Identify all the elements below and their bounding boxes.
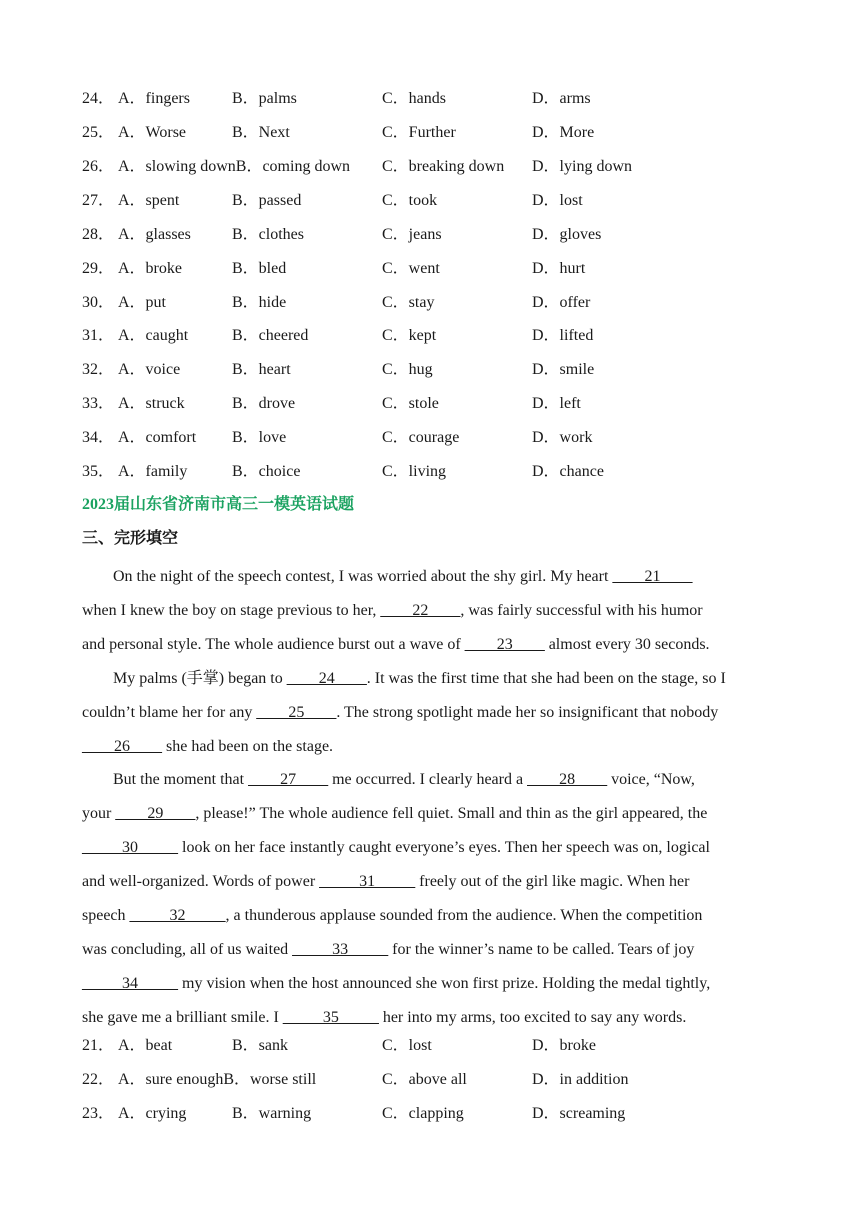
question-number: 28． bbox=[82, 226, 115, 243]
passage-text: look on her face instantly caught everyone’s eyes. Then her speech was on, logical bbox=[178, 839, 710, 857]
option-b: B．warning bbox=[232, 1105, 312, 1122]
passage-text: me occurred. I clearly heard a bbox=[328, 771, 528, 789]
option-d: D．in addition bbox=[532, 1071, 629, 1088]
option-a: A．comfort bbox=[118, 429, 197, 446]
option-b: B．love bbox=[232, 429, 287, 446]
option-a: A．Worse bbox=[118, 124, 187, 141]
passage-text: speech bbox=[82, 907, 130, 925]
option-d: D．hurt bbox=[532, 260, 586, 277]
passage-text: for the winner’s name to be called. Tears of joy bbox=[388, 940, 695, 958]
option-c: C．jeans bbox=[382, 226, 442, 243]
passage-text: freely out of the girl like magic. When her bbox=[415, 873, 690, 891]
blank-34: _____34_____ bbox=[82, 974, 178, 992]
option-a: A．put bbox=[118, 294, 167, 311]
question-number: 35． bbox=[82, 463, 115, 480]
option-b: B．Next bbox=[232, 124, 290, 141]
passage-text: . The strong spotlight made her so insignificant that nobody bbox=[336, 703, 719, 721]
option-b: B．drove bbox=[232, 395, 296, 412]
option-c: C．courage bbox=[382, 429, 460, 446]
option-b: B．heart bbox=[232, 361, 291, 378]
blank-35: _____35_____ bbox=[282, 1008, 379, 1026]
option-a: A．voice bbox=[118, 361, 181, 378]
option-b: B．bled bbox=[232, 260, 287, 277]
option-c: C．hug bbox=[382, 361, 433, 378]
option-b: B．clothes bbox=[232, 226, 304, 243]
passage-line bbox=[82, 560, 782, 594]
question-number: 34． bbox=[82, 429, 115, 446]
question-number: 27． bbox=[82, 192, 115, 209]
blank-29: ____29____ bbox=[115, 805, 196, 823]
option-a: A．beat bbox=[118, 1037, 173, 1054]
option-d: D．lifted bbox=[532, 327, 594, 344]
option-b: B．passed bbox=[232, 192, 302, 209]
passage-line bbox=[82, 696, 782, 730]
blank-26: ____26____ bbox=[82, 737, 162, 755]
passage-text: and well-organized. Words of power bbox=[82, 873, 320, 891]
passage-text: almost every 30 seconds. bbox=[544, 635, 710, 653]
option-d: D．left bbox=[532, 395, 581, 412]
option-d: D．arms bbox=[532, 90, 591, 107]
option-b: B．hide bbox=[232, 294, 287, 311]
passage-line bbox=[82, 899, 782, 933]
passage-line bbox=[82, 933, 782, 967]
blank-33: _____33_____ bbox=[292, 940, 389, 958]
passage-text: her into my arms, too excited to say any words. bbox=[378, 1008, 687, 1026]
option-d: D．work bbox=[532, 429, 593, 446]
passage-text: she gave me a brilliant smile. I bbox=[82, 1008, 283, 1026]
option-a: A．family bbox=[118, 463, 188, 480]
option-c: C．stole bbox=[382, 395, 439, 412]
question-number: 33． bbox=[82, 395, 115, 412]
option-b: B．cheered bbox=[232, 327, 309, 344]
option-c: C．kept bbox=[382, 327, 437, 344]
option-b: B．choice bbox=[232, 463, 301, 480]
question-number: 29． bbox=[82, 260, 115, 277]
question-number: 25． bbox=[82, 124, 115, 141]
option-c: C．above all bbox=[382, 1071, 467, 1088]
section-heading: 三、完形填空 bbox=[82, 530, 179, 547]
passage-line bbox=[82, 797, 782, 831]
cloze-passage bbox=[82, 560, 782, 1035]
passage-text: and personal style. The whole audience burst out a wave of bbox=[82, 635, 465, 653]
option-a: A．caught bbox=[118, 327, 189, 344]
option-c: C．clapping bbox=[382, 1105, 464, 1122]
option-d: D．offer bbox=[532, 294, 591, 311]
passage-text: couldn’t blame her for any bbox=[82, 703, 257, 721]
option-a: A．glasses bbox=[118, 226, 191, 243]
passage-line bbox=[82, 1001, 782, 1035]
blank-31: _____31_____ bbox=[319, 873, 416, 891]
passage-text: when I knew the boy on stage previous to her, bbox=[82, 601, 381, 619]
option-c: C．living bbox=[382, 463, 447, 480]
option-a: A．spent bbox=[118, 192, 180, 209]
option-d: D．lost bbox=[532, 192, 583, 209]
option-d: D．gloves bbox=[532, 226, 602, 243]
passage-line bbox=[82, 594, 782, 628]
option-d: D．chance bbox=[532, 463, 604, 480]
passage-text: my vision when the host announced she won first prize. Holding the medal tightly, bbox=[178, 974, 711, 992]
question-number: 24． bbox=[82, 90, 115, 107]
option-d: D．lying down bbox=[532, 158, 633, 175]
option-b: B．palms bbox=[232, 90, 297, 107]
option-a-b: A．sure enoughB．worse still bbox=[118, 1071, 317, 1088]
question-number: 26． bbox=[82, 158, 115, 175]
blank-27: ____27____ bbox=[248, 771, 329, 789]
passage-line bbox=[82, 628, 782, 662]
option-c: C．went bbox=[382, 260, 440, 277]
option-a: A．struck bbox=[118, 395, 185, 412]
passage-text: she had been on the stage. bbox=[162, 737, 334, 755]
option-d: D．broke bbox=[532, 1037, 596, 1054]
passage-text: . It was the first time that she had been on the stage, so I bbox=[366, 669, 726, 687]
exam-title: 2023届山东省济南市高三一模英语试题 bbox=[82, 496, 355, 513]
question-number: 31． bbox=[82, 327, 115, 344]
option-d: D．smile bbox=[532, 361, 595, 378]
passage-line bbox=[82, 662, 782, 696]
option-b: B．sank bbox=[232, 1037, 289, 1054]
option-a: A．broke bbox=[118, 260, 182, 277]
passage-text: voice, “Now, bbox=[607, 771, 695, 789]
passage-text: On the night of the speech contest, I was worried about the shy girl. My heart bbox=[113, 568, 613, 585]
option-d: D．screaming bbox=[532, 1105, 626, 1122]
blank-22: ____22____ bbox=[380, 601, 461, 619]
option-c: C．stay bbox=[382, 294, 435, 311]
passage-text: , was fairly successful with his humor bbox=[460, 601, 703, 619]
question-number: 23． bbox=[82, 1105, 115, 1122]
option-c: C．took bbox=[382, 192, 438, 209]
question-number: 32． bbox=[82, 361, 115, 378]
passage-text: My palms (手掌) began to bbox=[113, 669, 287, 687]
option-c: C．hands bbox=[382, 90, 447, 107]
blank-28: ____28____ bbox=[527, 771, 608, 789]
option-a: A．crying bbox=[118, 1105, 187, 1122]
option-a: A．fingers bbox=[118, 90, 190, 107]
question-number: 30． bbox=[82, 294, 115, 311]
question-number: 22． bbox=[82, 1071, 115, 1088]
option-d: D．More bbox=[532, 124, 595, 141]
option-c: C．breaking down bbox=[382, 158, 505, 175]
passage-line bbox=[82, 967, 782, 1001]
blank-30: _____30_____ bbox=[82, 839, 178, 857]
passage-text: But the moment that bbox=[113, 771, 249, 789]
blank-25: ____25____ bbox=[256, 703, 337, 721]
passage-text: , please!” The whole audience fell quiet. Small and thin as the girl appeared, the bbox=[195, 805, 708, 823]
blank-32: _____32_____ bbox=[129, 907, 226, 925]
passage-line bbox=[82, 730, 782, 764]
passage-text: was concluding, all of us waited bbox=[82, 940, 293, 958]
passage-text: your bbox=[82, 805, 116, 823]
option-c: C．lost bbox=[382, 1037, 432, 1054]
passage-line bbox=[82, 831, 782, 865]
passage-line bbox=[82, 865, 782, 899]
passage-text: , a thunderous applause sounded from the audience. When the competition bbox=[225, 907, 703, 925]
blank-24: ____24____ bbox=[286, 669, 367, 687]
option-a-b: A．slowing downB．coming down bbox=[118, 158, 351, 175]
passage-line bbox=[82, 763, 782, 797]
option-c: C．Further bbox=[382, 124, 456, 141]
blank-21: ____21____ bbox=[612, 568, 693, 585]
blank-23: ____23____ bbox=[464, 635, 545, 653]
question-number: 21． bbox=[82, 1037, 115, 1054]
